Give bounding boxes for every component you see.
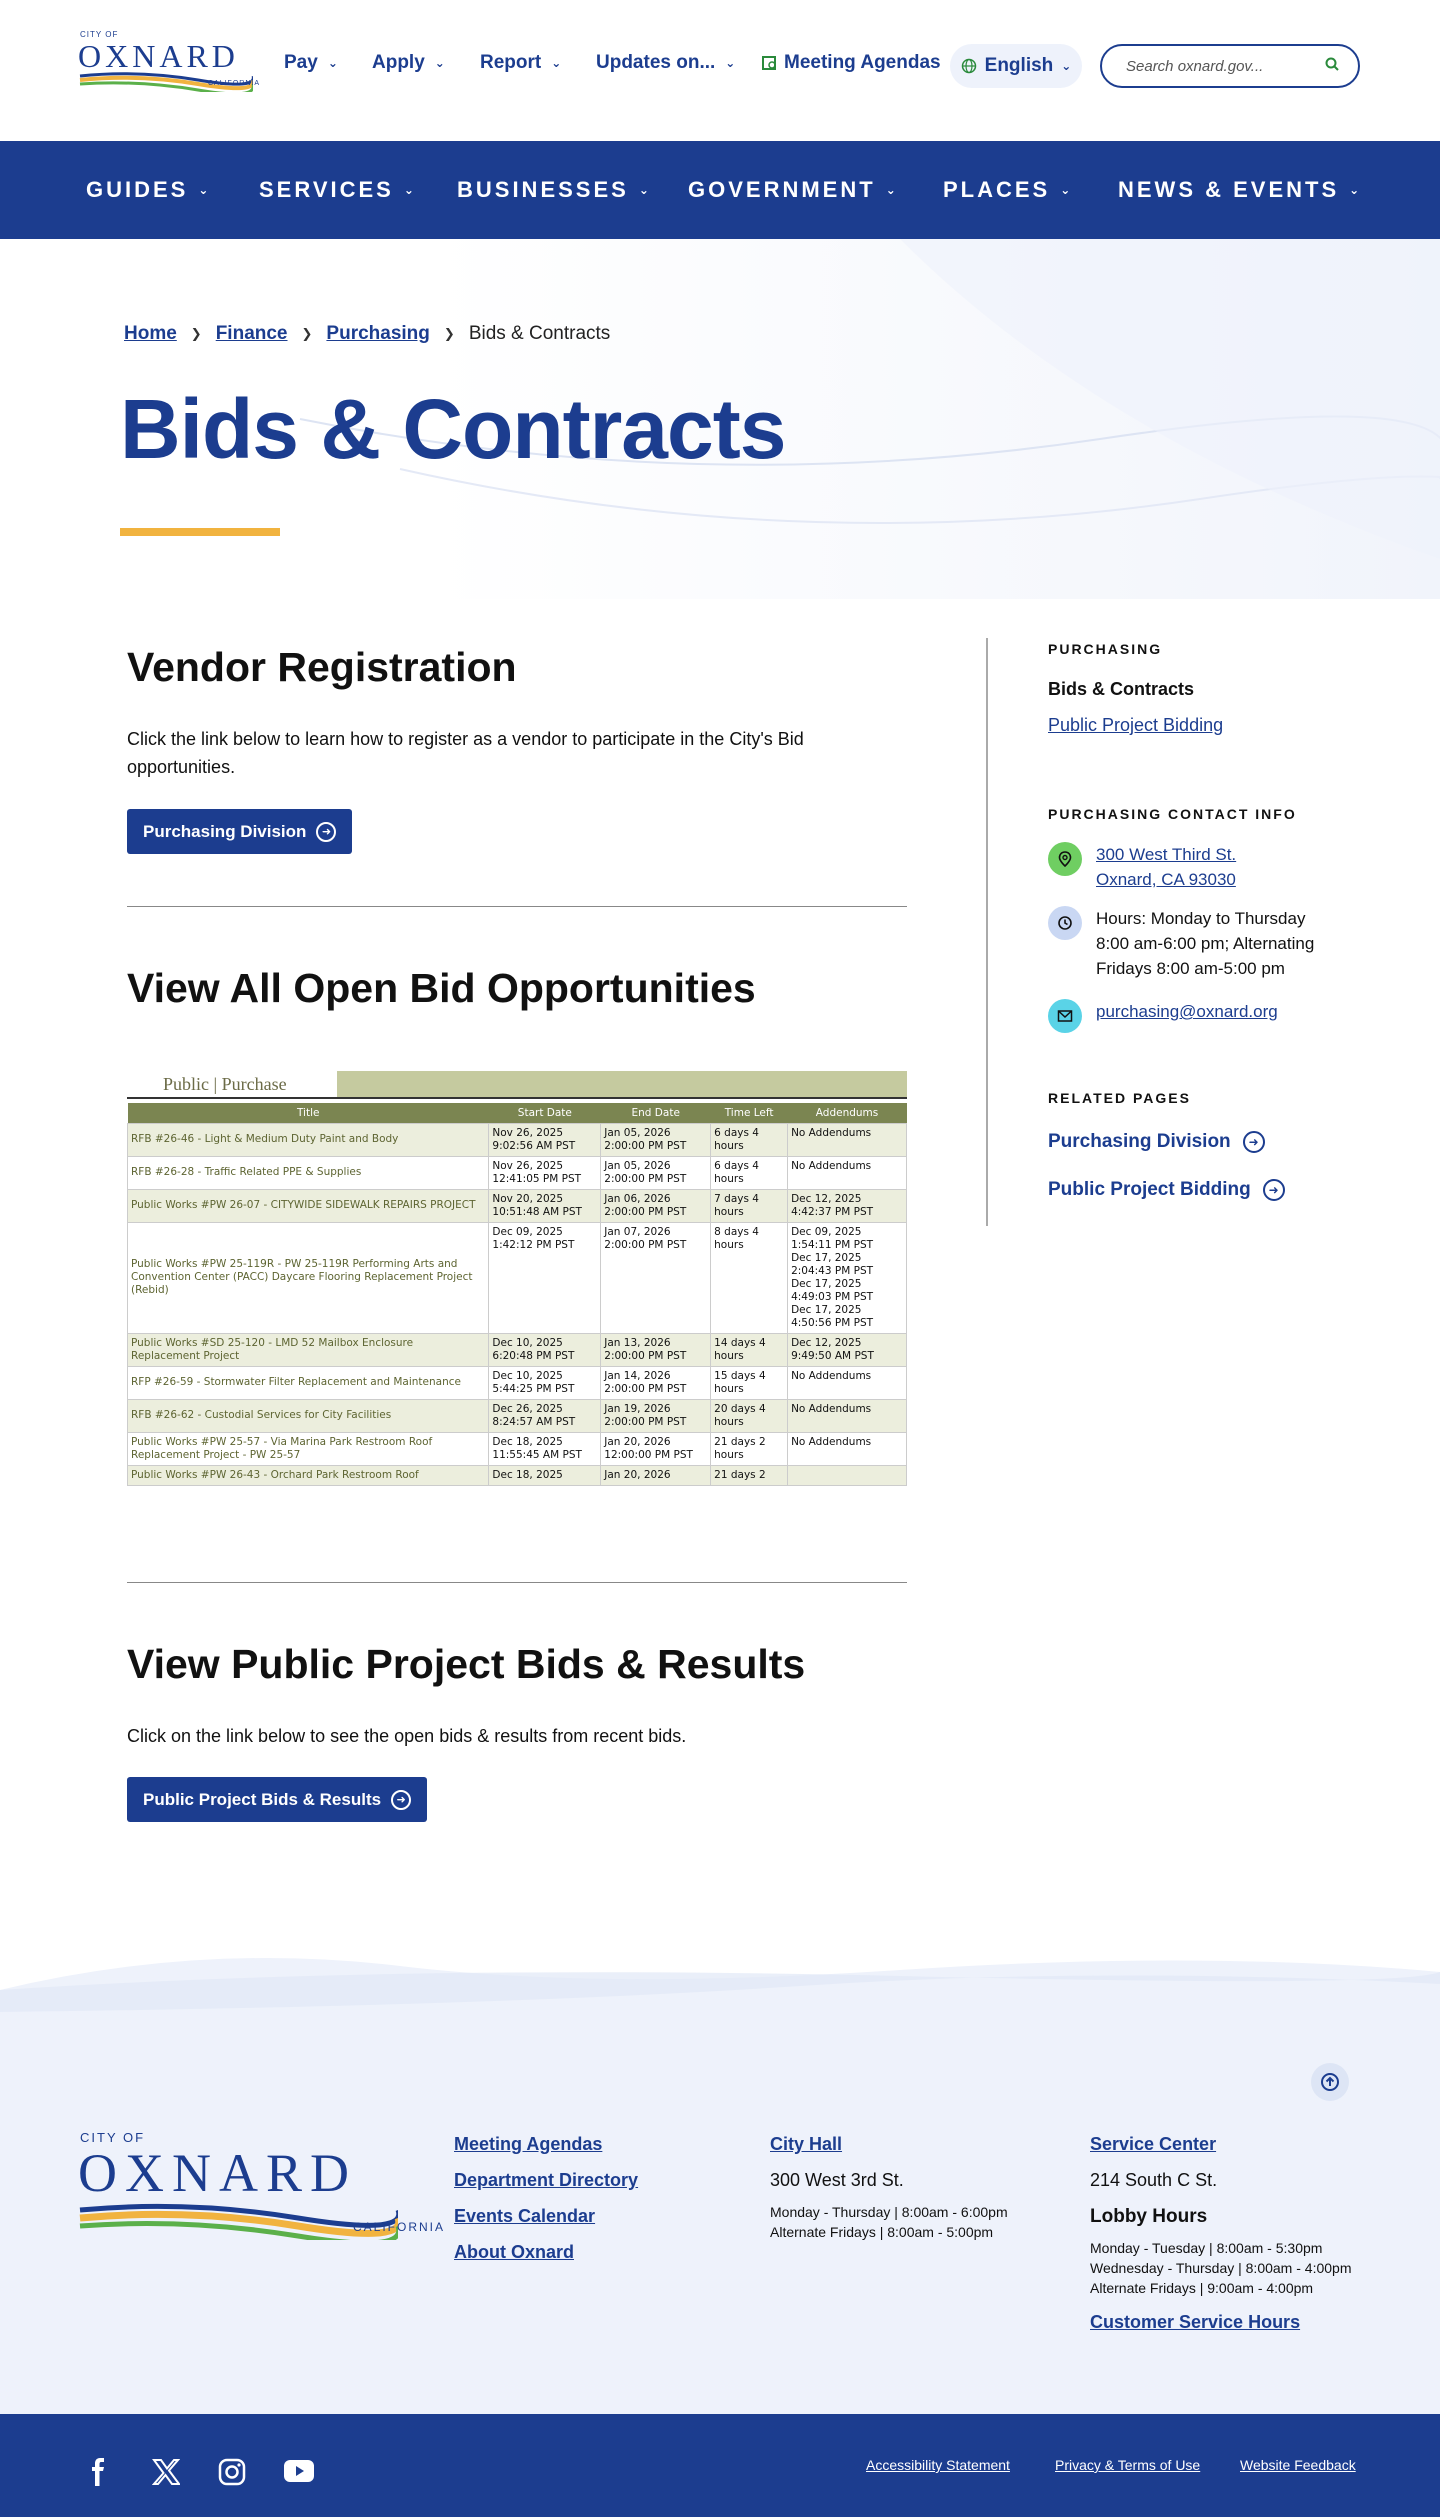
- chevron-right-icon: ❯: [190, 326, 202, 341]
- pay-menu[interactable]: Pay ⌄: [284, 52, 338, 73]
- table-cell: 6 days 4 hours: [711, 1156, 788, 1189]
- bid-title-link[interactable]: Public Works #PW 26-43 - Orchard Park Restroom Roof: [128, 1465, 489, 1485]
- table-cell: Jan 06, 2026 2:00:00 PM PST: [601, 1189, 711, 1222]
- table-cell: Dec 12, 2025 9:49:50 AM PST: [788, 1333, 907, 1366]
- footer-wave-decoration: [0, 1950, 1440, 2030]
- table-cell: No Addendums: [788, 1399, 907, 1432]
- column-header[interactable]: Start Date: [489, 1103, 601, 1123]
- open-bids-heading: View All Open Bid Opportunities: [127, 965, 756, 1011]
- table-cell: 7 days 4 hours: [711, 1189, 788, 1222]
- vendor-registration-text: Click the link below to learn how to register as a vendor to participate in the City's Bid opportunities.: [127, 729, 804, 777]
- calendar-search-icon: [762, 55, 778, 71]
- table-cell: Jan 05, 2026 2:00:00 PM PST: [601, 1123, 711, 1156]
- oxnard-logo[interactable]: CITY OF OXNARD CALIFORNIA: [78, 30, 258, 95]
- table-cell: Jan 07, 2026 2:00:00 PM PST: [601, 1222, 711, 1333]
- purchasing-division-button[interactable]: Purchasing Division ➜: [127, 809, 352, 854]
- accessibility-statement-link[interactable]: Accessibility Statement: [866, 2457, 1010, 2473]
- table-cell: Jan 20, 2026 12:00:00 PM PST: [601, 1432, 711, 1465]
- service-center-hours-2: Wednesday - Thursday | 8:00am - 4:00pm: [1090, 2260, 1352, 2276]
- top-header: [0, 0, 1440, 141]
- chevron-down-icon: ⌄: [1349, 183, 1363, 197]
- table-cell: Dec 09, 2025 1:54:11 PM PST Dec 17, 2025 2:04:43 PM PST Dec 17, 2025 4:49:03 PM PST Dec 17, 2025 4:50:56 PM PST: [788, 1222, 907, 1333]
- customer-service-hours-link[interactable]: Customer Service Hours: [1090, 2312, 1301, 2332]
- table-cell: No Addendums: [788, 1156, 907, 1189]
- chevron-down-icon: ⌄: [551, 56, 562, 70]
- table-row: [128, 1399, 907, 1432]
- email-link[interactable]: purchasing@oxnard.org: [1096, 1002, 1278, 1021]
- table-cell: Nov 20, 2025 10:51:48 AM PST: [489, 1189, 601, 1222]
- table-cell: Nov 26, 2025 12:41:05 PM PST: [489, 1156, 601, 1189]
- bid-title-link[interactable]: Public Works #PW 26-07 - CITYWIDE SIDEWALK REPAIRS PROJECT: [128, 1189, 489, 1222]
- language-selector[interactable]: English ⌄: [950, 44, 1082, 88]
- chevron-down-icon: ⌄: [725, 56, 736, 70]
- service-center-hours-3: Alternate Fridays | 9:00am - 4:00pm: [1090, 2280, 1314, 2296]
- contact-info-heading: PURCHASING CONTACT INFO: [1048, 806, 1297, 822]
- nav-guides[interactable]: GUIDES ⌄: [86, 177, 212, 202]
- footer-oxnard-logo[interactable]: CITY OF OXNARD CALIFORNIA: [78, 2130, 408, 2250]
- bid-title-link[interactable]: RFB #26-46 - Light & Medium Duty Paint and Body: [128, 1123, 489, 1156]
- table-cell: Jan 14, 2026 2:00:00 PM PST: [601, 1366, 711, 1399]
- column-header[interactable]: End Date: [601, 1103, 711, 1123]
- table-cell: Nov 26, 2025 9:02:56 AM PST: [489, 1123, 601, 1156]
- bid-title-link[interactable]: Public Works #PW 25-57 - Via Marina Park Restroom Roof Replacement Project - PW 25-57: [128, 1432, 489, 1465]
- page-hero: [0, 239, 1440, 599]
- nav-government[interactable]: GOVERNMENT ⌄: [688, 177, 899, 202]
- address-line-2[interactable]: Oxnard, CA 93030: [1096, 870, 1236, 889]
- bids-table: [127, 1103, 907, 1486]
- table-row: [128, 1366, 907, 1399]
- footer-meeting-agendas[interactable]: Meeting Agendas: [454, 2134, 603, 2154]
- column-header[interactable]: Addendums: [788, 1103, 907, 1123]
- breadcrumb-current: Bids & Contracts: [468, 323, 611, 344]
- footer-department-directory[interactable]: Department Directory: [454, 2170, 639, 2190]
- instagram-icon[interactable]: [218, 2458, 246, 2486]
- public-purchase-logo: Public | Purchase: [127, 1071, 337, 1099]
- public-project-text: Click on the link below to see the open bids & results from recent bids.: [127, 1726, 687, 1746]
- breadcrumb-finance[interactable]: Finance: [215, 323, 288, 344]
- hours-text: Hours: Monday to Thursday 8:00 am-6:00 pm; Alternating Fridays 8:00 am-5:00 pm: [1096, 909, 1315, 978]
- sidebar-divider: [986, 638, 988, 1226]
- globe-icon: [961, 58, 977, 74]
- city-hall-hours-2: Alternate Fridays | 8:00am - 5:00pm: [770, 2224, 994, 2240]
- chevron-down-icon: ⌄: [198, 183, 212, 197]
- table-row: [128, 1222, 907, 1333]
- table-cell: Dec 12, 2025 4:42:37 PM PST: [788, 1189, 907, 1222]
- location-pin-icon: [1048, 842, 1082, 876]
- chevron-down-icon: ⌄: [638, 183, 652, 197]
- table-cell: [788, 1465, 907, 1485]
- public-purchase-embed[interactable]: [127, 1071, 907, 1498]
- bid-title-link[interactable]: RFP #26-59 - Stormwater Filter Replacement and Maintenance: [128, 1366, 489, 1399]
- related-public-project-bidding[interactable]: Public Project Bidding ➜: [1048, 1179, 1285, 1201]
- arrow-right-circle-icon: ➜: [1243, 1131, 1265, 1153]
- chevron-down-icon: ⌄: [1060, 183, 1074, 197]
- facebook-icon[interactable]: [88, 2458, 108, 2486]
- logo-swoosh-icon: [78, 2200, 398, 2240]
- table-cell: No Addendums: [788, 1123, 907, 1156]
- table-cell: 14 days 4 hours: [711, 1333, 788, 1366]
- table-cell: Jan 05, 2026 2:00:00 PM PST: [601, 1156, 711, 1189]
- sidebar-item-current[interactable]: Bids & Contracts: [1048, 679, 1195, 699]
- youtube-icon[interactable]: [284, 2460, 314, 2482]
- chevron-down-icon: ⌄: [327, 56, 338, 70]
- chevron-down-icon: ⌄: [885, 183, 899, 197]
- related-purchasing-division[interactable]: Purchasing Division ➜: [1048, 1131, 1265, 1153]
- website-feedback-link[interactable]: Website Feedback: [1240, 2457, 1356, 2473]
- table-row: [128, 1333, 907, 1366]
- breadcrumb: [124, 323, 610, 345]
- table-cell: 8 days 4 hours: [711, 1222, 788, 1333]
- public-project-heading: View Public Project Bids & Results: [127, 1641, 806, 1687]
- search-icon[interactable]: [1324, 56, 1340, 72]
- report-menu[interactable]: Report ⌄: [480, 52, 562, 73]
- page-title: Bids & Contracts: [120, 382, 786, 476]
- sidebar-item-public-project-bidding[interactable]: Public Project Bidding: [1048, 715, 1224, 735]
- nav-news-events[interactable]: NEWS & EVENTS ⌄: [1118, 177, 1363, 202]
- chevron-down-icon: ⌄: [434, 56, 445, 70]
- arrow-up-circle-icon: [1320, 2072, 1340, 2092]
- table-cell: Dec 18, 2025 11:55:45 AM PST: [489, 1432, 601, 1465]
- breadcrumb-purchasing[interactable]: Purchasing: [326, 323, 430, 344]
- service-center-address: 214 South C St.: [1090, 2170, 1218, 2190]
- search-input[interactable]: Search oxnard.gov...: [1100, 44, 1360, 88]
- table-cell: 6 days 4 hours: [711, 1123, 788, 1156]
- public-purchase-header: [127, 1071, 907, 1099]
- nav-places[interactable]: PLACES ⌄: [943, 177, 1074, 202]
- footer-events-calendar[interactable]: Events Calendar: [454, 2206, 596, 2226]
- table-cell: Dec 18, 2025: [489, 1465, 601, 1485]
- column-header[interactable]: Title: [128, 1103, 489, 1123]
- arrow-right-circle-icon: ➜: [391, 1790, 411, 1810]
- vendor-registration-heading: Vendor Registration: [127, 644, 517, 690]
- table-row: [128, 1123, 907, 1156]
- updates-menu[interactable]: Updates on... ⌄: [596, 52, 736, 73]
- table-cell: Jan 19, 2026 2:00:00 PM PST: [601, 1399, 711, 1432]
- footer-city-hall-link[interactable]: City Hall: [770, 2134, 843, 2154]
- city-hall-address: 300 West 3rd St.: [770, 2170, 904, 2190]
- bid-title-link[interactable]: Public Works #SD 25-120 - LMD 52 Mailbox Enclosure Replacement Project: [128, 1333, 489, 1366]
- section-divider: [127, 906, 907, 907]
- column-header[interactable]: Time Left: [711, 1103, 788, 1123]
- chevron-right-icon: ❯: [301, 326, 313, 341]
- table-cell: 20 days 4 hours: [711, 1399, 788, 1432]
- table-cell: 21 days 2 hours: [711, 1432, 788, 1465]
- table-row: [128, 1189, 907, 1222]
- table-row: [128, 1432, 907, 1465]
- table-row: [128, 1156, 907, 1189]
- nav-services[interactable]: SERVICES ⌄: [259, 177, 417, 202]
- section-divider: [127, 1582, 907, 1583]
- contact-hours: [1048, 906, 1336, 981]
- clock-icon: [1048, 906, 1082, 940]
- bid-title-link[interactable]: RFB #26-28 - Traffic Related PPE & Supplies: [128, 1156, 489, 1189]
- footer-bottom-bar: [0, 2414, 1440, 2517]
- table-cell: Dec 09, 2025 1:42:12 PM PST: [489, 1222, 601, 1333]
- city-hall-hours-1: Monday - Thursday | 8:00am - 6:00pm: [770, 2204, 1008, 2220]
- table-cell: Dec 10, 2025 6:20:48 PM PST: [489, 1333, 601, 1366]
- bid-title-link[interactable]: RFB #26-62 - Custodial Services for City Facilities: [128, 1399, 489, 1432]
- privacy-terms-link[interactable]: Privacy & Terms of Use: [1055, 2457, 1201, 2473]
- table-cell: 21 days 2: [711, 1465, 788, 1485]
- contact-address: [1048, 842, 1236, 892]
- meeting-agendas-link[interactable]: Meeting Agendas: [762, 52, 941, 74]
- footer-about-oxnard[interactable]: About Oxnard: [454, 2242, 574, 2262]
- table-row: [128, 1465, 907, 1485]
- table-cell: Dec 26, 2025 8:24:57 AM PST: [489, 1399, 601, 1432]
- chevron-right-icon: ❯: [443, 326, 455, 341]
- chevron-down-icon: ⌄: [1061, 59, 1072, 73]
- table-cell: Jan 20, 2026: [601, 1465, 711, 1485]
- x-icon[interactable]: [152, 2459, 180, 2485]
- contact-email: [1048, 999, 1278, 1033]
- chevron-down-icon: ⌄: [403, 183, 417, 197]
- related-pages-heading: RELATED PAGES: [1048, 1090, 1191, 1106]
- title-underline: [120, 528, 280, 536]
- nav-businesses[interactable]: BUSINESSES ⌄: [457, 177, 652, 202]
- main-navigation: [0, 141, 1440, 239]
- table-cell: No Addendums: [788, 1366, 907, 1399]
- breadcrumb-home[interactable]: Home: [124, 323, 177, 344]
- service-center-hours-1: Monday - Tuesday | 8:00am - 5:30pm: [1090, 2240, 1323, 2256]
- table-cell: No Addendums: [788, 1432, 907, 1465]
- footer-service-center-link[interactable]: Service Center: [1090, 2134, 1217, 2154]
- back-to-top-button[interactable]: [1311, 2063, 1349, 2101]
- table-cell: Jan 13, 2026 2:00:00 PM PST: [601, 1333, 711, 1366]
- address-line-1[interactable]: 300 West Third St.: [1096, 845, 1237, 864]
- table-cell: Dec 10, 2025 5:44:25 PM PST: [489, 1366, 601, 1399]
- arrow-right-circle-icon: ➜: [316, 822, 336, 842]
- sidebar-section-heading: PURCHASING: [1048, 641, 1163, 657]
- table-cell: 15 days 4 hours: [711, 1366, 788, 1399]
- public-project-bids-button[interactable]: Public Project Bids & Results ➜: [127, 1777, 427, 1822]
- apply-menu[interactable]: Apply ⌄: [372, 52, 445, 73]
- bid-title-link[interactable]: Public Works #PW 25-119R - PW 25-119R Performing Arts and Convention Center (PACC) Daycare Flooring Replacement Project (Rebid): [128, 1222, 489, 1333]
- arrow-right-circle-icon: ➜: [1263, 1179, 1285, 1201]
- mail-icon: [1048, 999, 1082, 1033]
- lobby-hours-heading: Lobby Hours: [1090, 2206, 1208, 2227]
